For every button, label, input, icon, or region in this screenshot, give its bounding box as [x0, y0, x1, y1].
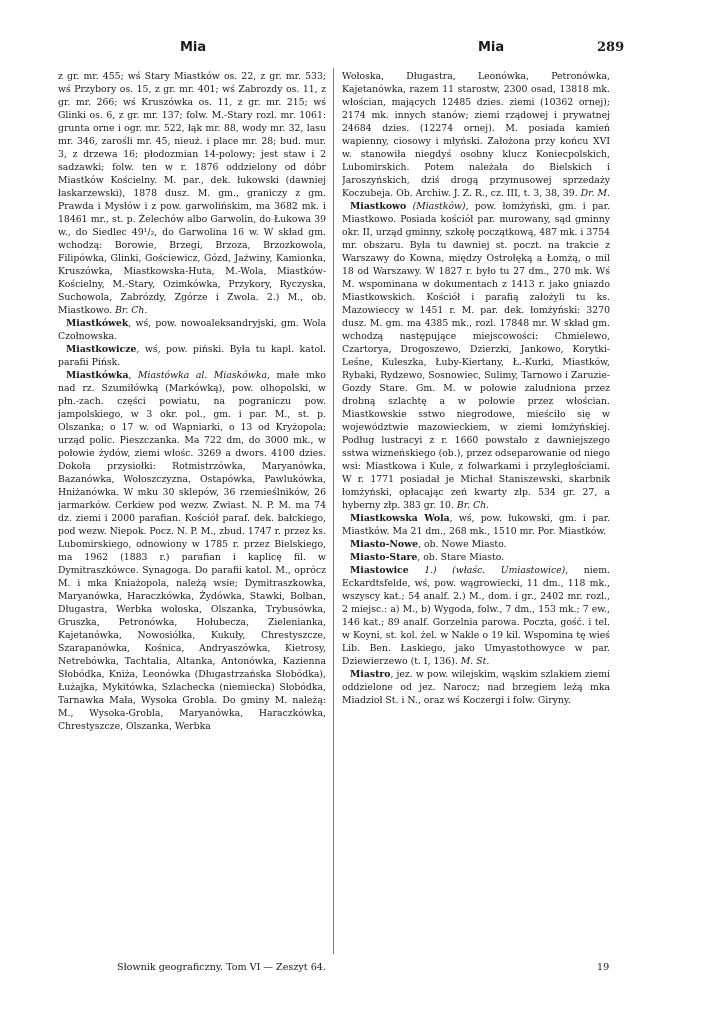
entry-text: , jez. w pow. wilejskim, wąskim szlakiem ziemi oddzielone od jez. Narocz; nad brzegiem leżą mka Miadzioł St. i N., oraz wś Koczergi i folw. Giryny.: [342, 669, 610, 706]
dictionary-entry: [342, 551, 610, 564]
entry-text: , ob. Nowe Miasto.: [418, 539, 507, 550]
dictionary-entry: [342, 200, 610, 512]
author-signature: Br. Ch.: [115, 305, 148, 316]
sheet-number: 19: [597, 962, 610, 973]
entry-variant: (Miastków): [412, 201, 466, 212]
author-signature: M. St.: [460, 656, 490, 667]
dictionary-entry: [342, 70, 610, 200]
footer-title: Słownik geograficzny. Tom VI — Zeszyt 64.: [117, 962, 326, 973]
entry-text: , wś, pow. nowoaleksandryjski, gm. Wola Czołnowska.: [58, 318, 326, 342]
dictionary-entry: [342, 564, 610, 668]
entry-headword: Miastkowicze: [66, 344, 137, 355]
running-head-right: Mia: [478, 40, 505, 55]
entry-text: , wś, pow. piński. Była tu kapl. katol. parafii Pińsk.: [58, 344, 326, 368]
author-signature: Dr. M.: [580, 188, 610, 199]
entry-text: , małe mko nad rz. Szumiłówką (Markówką), pow. olhopolski, w płn.-zach. części powiatu, na pograniczu pow. jampolskiego, w 3 okr. pol., gm. i par. M., st. p. Olszanka; o 17 w. od Wapniarki, o 13 od Kryżopola; urząd polic. Pieszczanka. Ma 722 dm, do 3000 mk., w połowie żydów, ziemi włośc. 3269 a dwors. 4100 dzies. Dokoła przysiołki: Rotmistrzówka, Maryanówka, Bazanówka, Wołoszczyzna, Ostapówka, Pawlukówka, Hniżanówka. W mku 30 sklepów, 36 rzemieślników, 26 jarmarków. Cerkiew pod wezw. Zwiast. N. P. M. ma 74 dz. ziemi i 2000 parafian. Kościół paraf. dek. bałckiego, pod wezw. Niepok. Pocz. N. P. M., zbud. 1747 r. przez ks. Lubomirskiego, odnowiony w 1785 r. przez Bielskiego, ma 1962 (1883 r.) parafian i kaplicę fil. w Dymitraszkówce. Synagoga. Do parafii katol. M., oprócz M. i mka Kniażopola, należą wsie; Dymitraszkowka, Maryanówka, Haraczkówka, Żydówka, Stawki, Bołban, Długastra, Werbka wołoska, Olszanka, Trybusówka, Gruszka, Petronówka, Hołubecza, Zielenianka, Kajetanówka, Nowosiółka, Kukuły, Chrestyszcze, Szarapanówka, Kośnica, Andryaszówka, Kietrosy, Netrebówka, Tachtalia, Altanka, Antonówka, Kazienna Słobódka, Kniża, Leonówka (Długastrzańska Słobódka), Łużajka, Mykitówka, Szlachecka (niemiecka) Słobódka, Tarnawka Mała, Wysoka Grobla. Do gminy M. należą: M., Wysoka-Grobla, Maryanówka, Haraczkówka, Chrestyszcze, Olszanka, Werbka: [58, 370, 326, 732]
dictionary-entry: [58, 317, 326, 343]
entry-headword: Miastkowo: [350, 201, 407, 212]
entry-headword: Miasto-Nowe: [350, 539, 419, 550]
author-signature: Br. Ch.: [456, 500, 490, 511]
dictionary-entry: [58, 70, 326, 317]
dictionary-entry: [342, 512, 610, 538]
entry-headword: Miasto-Stare: [350, 552, 418, 563]
entry-variant: Miastówka al. Miaskówka: [138, 370, 268, 381]
dictionary-entry: [342, 538, 610, 551]
dictionary-entry: Miastkówka, Miastówka al. Miaskówka, małe mko nad rz. Szumiłówką (Markówką), pow. olhopolski, w płn.-zach. części powiatu, na pograniczu pow. jampolskiego, w 3 okr. pol., gm. i par. M., st. p. Olszanka; o 17 w. od Wapniarki, o 13 od Kryżopola; urząd polic. Pieszczanka. Ma 722 dm, do 3000 mk., w połowie żydów, ziemi włośc. 3269 a dwors. 4100 dzies. Dokoła przysiołki: Rotmistrzówka, Maryanówka, Bazanówka, Wołoszczyzna, Ostapówka, Pawlukówka, Hniżanówka. W mku 30 sklepów, 36 rzemieślników, 26 jarmarków. Cerkiew pod wezw. Zwiast. N. P. M. ma 74 dz. ziemi i 2000 parafian. Kościół paraf. dek. bałckiego, pod wezw. Niepok. Pocz. N. P. M., zbud. 1747 r. przez ks. Lubomirskiego, odnowiony w 1785 r. przez Bielskiego, ma 1962 (1883 r.) parafian i kaplicę fil. w Dymitraszkówce. Synagoga. Do parafii katol. M., oprócz M. i mka Kniażopola, należą wsie; Dymitraszkowka, Maryanówka, Haraczkówka, Żydówka, Stawki, Bołban, Długastra, Werbka wołoska, Olszanka, Trybusówka, Gruszka, Petronówka, Hołubecza, Zielenianka, Kajetanówka, Nowosiółka, Kukuły, Chrestyszcze, Szarapanówka, Kośnica, Andryaszówka, Kietrosy, Netrebówka, Tachtalia, Altanka, Antonówka, Kazienna Słobódka, Kniża, Leonówka (Długastrzańska Słobódka), Łużajka, Mykitówka, Szlachecka (niemiecka) Słobódka, Tarnawka Mała, Wysoka Grobla. Do gminy M. należą: M., Wysoka-Grobla, Maryanówka, Haraczkówka, Chrestyszcze, Olszanka, Werbka: [58, 370, 326, 732]
entry-headword: Miastkówek: [66, 318, 129, 329]
entry-headword: Miastkówka: [66, 370, 129, 381]
entry-text: z gr. mr. 455; wś Stary Miastków os. 22, z gr. mr. 533; wś Przybory os. 15, z gr. mr. 401; wś Zabrozdy os. 11, z gr. mr. 266; wś Kruszówka os. 11, z gr. mr. 215; wś Glinki os. 6, z gr. mr. 137; folw. M.-Stary rozl. mr. 1061: grunta orne i ogr. mr. 522, łąk mr. 88, wody mr. 32, lasu mr. 346, zarośli mr. 45, nieuż. i place mr. 28; bud. mur. 3, z drzewa 16; płodozmian 14-polowy; jest staw i 2 sadzawki; folw. ten w r. 1876 oddzielony od dóbr Miastków Kościelny. M. par., dek. łukowski (dawniej łaskarzewski), 1878 dusz. M. gm., graniczy z gm. Prawda i Mysłów i z pow. garwolińskim, ma 3682 mk. i 18461 mr., st. p. Żelechów albo Garwolin, do Łukowa 39 w., do Siedlec 49¹/₂, do Garwolina 16 w. W skład gm. wchodzą: Borowie, Brzegi, Brzoza, Brzozkowola, Filipówka, Glinki, Gościewicz, Gózd, Jaźwiny, Kamionka, Kruszówka, Miastkowska-Huta, M.-Wola, Miastków-Kościelny, M.-Stary, Ozimkówka, Przykory, Ryczyska, Suchowola, Zabrózdy, Zgórze i Zwola. 2.) M., ob. Miastkowo.: [58, 71, 326, 316]
entry-headword: Miastro: [350, 669, 391, 680]
entry-text: , niem. Eckardtsfelde, wś, pow. wągrowiecki, 11 dm., 118 mk., wszyscy kat.; 54 analf. 2.) M., dom. i gr., 2402 mr. rozl., 2 miejsc.: a) M., b) Wygoda, folw., 7 dm., 153 mk.; 7 ew., 146 kat.; 89 analf. Gorzelnia parowa. Poczta, gość. i tel. w Koyni, st. kol. żel. w Nakle o 19 kil. Wspomina tę wieś Lib. Ben. Łaskiego, jako Umyastothowyce w par. Dziewierzewo (t. I, 136).: [342, 565, 610, 667]
entry-headword: Miastkowska Wola: [350, 513, 450, 524]
entry-text: , ob. Stare Miasto.: [417, 552, 505, 563]
dictionary-entry: [58, 343, 326, 369]
entry-variant: 1.) (właśc. Umiastowice): [424, 565, 566, 576]
entry-headword: Miastowice: [350, 565, 409, 576]
entry-text: Wołoska, Długastra, Leonówka, Petronówka, Kajetanówka, razem 11 starostw, 2300 osad, 13818 mk. włościan, mających 12485 dzies. ziemi (10362 ornej); 2174 mk. innych stanów; ziemi rządowej i prywatnej 24684 dzies. (12274 ornej). M. posiada kamień wapienny, ciosowy i młyński. Założona przy końcu XVI w. stanowiła niegdyś osobny klucz Koniecpolskich, Lubomirskich. Potem należała do Bielskich i Jaroszyńskich, dziś drogą przymusowej sprzedaży Koczubeja. Ob. Archiw. J. Z. R., cz. III, t. 3, 38, 39.: [342, 71, 610, 199]
left-column: [58, 70, 326, 733]
dictionary-entry: [342, 668, 610, 707]
running-head-left: Mia: [180, 40, 207, 55]
right-column: [342, 70, 610, 707]
entry-text: , wś, pow. łukowski, gm. i par. Miastków. Ma 21 dm., 268 mk., 1510 mr. Por. Miastków.: [342, 513, 610, 537]
page-number: 289: [597, 40, 625, 55]
entry-text: , pow. łomżyński, gm. i par. Miastkowo. Posiada kościół par. murowany, sąd gminny okr. II, urząd gminny, szkołę początkową, 487 mk. i 3754 mr. obszaru. Była tu dawniej st. poczt. na trakcie z Warszawy do Kowna, między Ostrołęką a Łomżą, o mil 18 od Warszawy. W 1827 r. było tu 27 dm., 270 mk. Wś M. wspominana w dokumentach z 1413 r. jako gniazdo Miastkowskich. Kościół i parafią założyli tu ks. Mazowieccy w 1451 r. M. par. dek. łomżyński: 3270 dusz. M. gm. ma 4385 mk., rozl. 17848 mr. W skład gm. wchodzą następujące miejscowości: Chmielewo, Czartorya, Drogoszewo, Dzierzki, Jankowo, Korytki-Leśne, Kuleszka, Łuby-Kiertany, Ł.-Kurki, Miastków, Rybaki, Rydzewo, Sosnowiec, Sulimy, Tarnowo i Zaruzie-Gozdy Stare. Gm. M. w połowie zaludniona przez drobną szlachtę a w połowie przez włościan. Miastkowskie sstwo niegrodowe, mieściło się w województwie mazowieckiem, w ziemi łomżyńskiej. Podług lustracyi z r. 1660 powstało z dawniejszego sstwa wizneńskiego (ob.), przez odseparowanie od niego wsi: Miastkowa i Kule, z folwarkami i przyległościami. W r. 1771 posiadał je Michał Staniszewski, skarbnik łomżyński, opłacając zeń kwarty złp. 534 gr. 27, a hyberny złp. 383 gr. 10.: [342, 201, 610, 511]
column-divider: [333, 68, 334, 954]
